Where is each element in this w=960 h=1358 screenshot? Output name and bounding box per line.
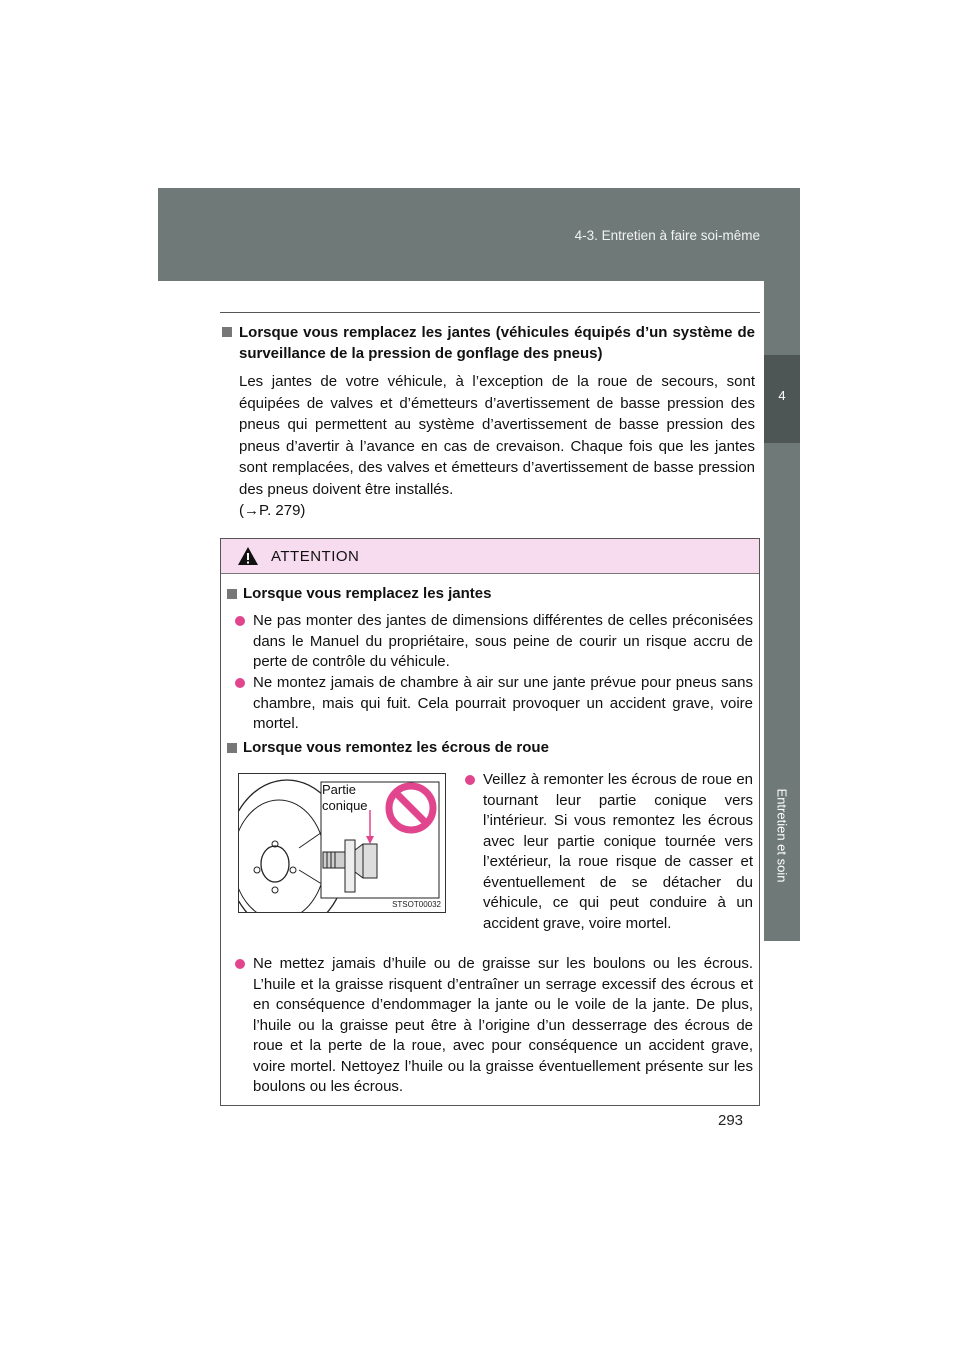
bullet-text: Ne mettez jamais d’huile ou de graisse sur les boulons ou les écrous. L’huile et la graisse risquent d’entraîner un serrage excessif des écrous et en conséquence d’endommager la jante ou le voile de la jante. De plus, l’huile ou la graisse peut être à l’origine d’un desserrage des écrous de roue et la perte de la roue, avec pour conséquence un accident grave, voire mortel. Nettoyez l’huile ou la graisse éventuellement présente sur les boulons ou les écrous. — [253, 955, 753, 1095]
header-band — [158, 188, 800, 281]
figure-label-line: conique — [322, 798, 368, 813]
figure-label — [322, 782, 368, 814]
bullet-text: Ne pas monter des jantes de dimensions différentes de celles préconisées dans le Manuel du propriétaire, sous peine de courir un risque accru de perte de contrôle du véhicule. — [253, 612, 753, 670]
square-bullet-icon — [227, 589, 237, 599]
attention-title: ATTENTION — [271, 548, 360, 565]
section-title: 4-3. Entretien à faire soi-même — [574, 228, 760, 243]
square-bullet-icon — [227, 743, 237, 753]
attention-box — [220, 538, 760, 1106]
bullet-item — [465, 770, 753, 934]
subheading-text: Lorsque vous remontez les écrous de roue — [243, 739, 549, 756]
page-reference: (→P. 279) — [239, 502, 306, 519]
section-heading — [222, 322, 755, 364]
bullet-item — [235, 611, 753, 673]
section-heading-text: Lorsque vous remplacez les jantes (véhicules équipés d’un système de surveillance de la pression de gonflage des pneus) — [239, 324, 755, 362]
figure-code: STSOT00032 — [392, 900, 441, 909]
section-block — [222, 322, 755, 521]
page-number: 293 — [718, 1112, 744, 1129]
pink-dot-icon — [465, 775, 475, 785]
chapter-title: Entretien et soin — [774, 788, 790, 882]
pink-dot-icon — [235, 678, 245, 688]
figure-label-line: Partie — [322, 782, 356, 797]
subheading-text: Lorsque vous remplacez les jantes — [243, 585, 492, 602]
subheading-wheel-nuts — [227, 738, 549, 758]
chapter-number: 4 — [778, 388, 786, 403]
bullet-item — [235, 673, 753, 735]
chapter-label — [765, 740, 799, 930]
attention-header — [221, 539, 759, 574]
warning-triangle-icon — [237, 546, 259, 566]
bullet-text: Veillez à remonter les écrous de roue en tournant leur partie conique vers l’intérieur. Si vous remontez les écrous avec leur partie conique tournée vers l’extérieur, la roue risque de casser et éventuellement de se détacher du véhicule, ce qui peut conduire à un accident grave, voire mortel. — [483, 771, 753, 932]
subheading-replace-rims — [227, 584, 491, 604]
bullet-text: Ne montez jamais de chambre à air sur une jante prévue pour pneus sans chambre, mais qui fuit. Cela pourrait provoquer un accident grave, voire mortel. — [253, 674, 753, 732]
pink-dot-icon — [235, 959, 245, 969]
section-body: Les jantes de votre véhicule, à l’exception de la roue de secours, sont équipées de valves et d’émetteurs d’avertissement de basse pression des pneus qui permettent au système d’avertissement de basse pression des pneus d’avertir à l’avance en cas de crevaison. Chaque fois que les jantes sont remplacées, des valves et émetteurs d’avertissement de basse pression des pneus doivent être installés. — [239, 373, 755, 498]
bullet-item — [235, 954, 753, 1098]
wheel-nut-figure — [238, 773, 446, 913]
square-bullet-icon — [222, 327, 232, 337]
section-divider — [220, 312, 760, 313]
pink-dot-icon — [235, 616, 245, 626]
